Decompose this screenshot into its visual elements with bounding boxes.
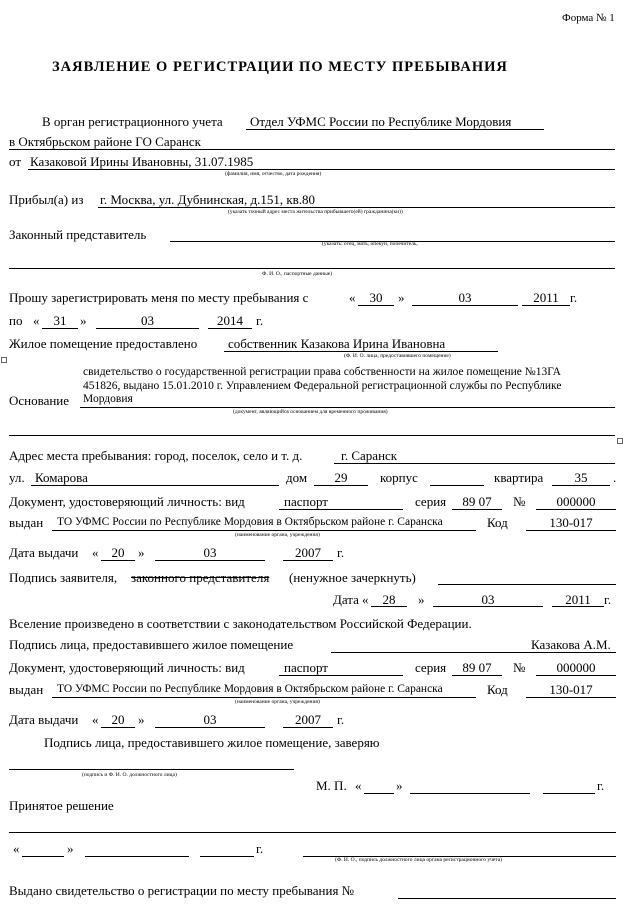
from-label: от (9, 154, 22, 169)
period-to-year-suffix: г. (256, 313, 264, 328)
id1-code[interactable]: 130-017 (549, 515, 593, 530)
id2-month[interactable]: 03 (203, 712, 217, 727)
address-city[interactable]: г. Саранск (341, 448, 398, 463)
underline (96, 328, 199, 329)
from-value[interactable]: Казаковой Ирины Ивановны, 31.07.1985 (30, 154, 254, 169)
underline (28, 169, 615, 170)
decision-year-suffix: г. (256, 841, 264, 856)
basis-extra-line[interactable] (9, 435, 615, 436)
basis-line2[interactable]: 451826, выдано 15.01.2010 г. Управлением Федеральной регистрационной службы по Республике (83, 380, 562, 392)
certify-quote-open: « (355, 778, 362, 793)
basis-label: Основание (9, 393, 70, 408)
street-value[interactable]: Комарова (35, 470, 88, 485)
period-to-label: по (9, 313, 23, 328)
underline (522, 305, 570, 306)
signature-year-suffix: г. (604, 592, 612, 607)
period-from-day[interactable]: 30 (369, 290, 383, 305)
representative-label: Законный представитель (9, 227, 147, 242)
id2-type[interactable]: паспорт (284, 660, 328, 675)
basis-line1[interactable]: свидетельство о государственной регистрации права собственности на жилое помещение №13ГА (83, 366, 561, 378)
period-from-year-suffix: г. (570, 290, 578, 305)
period-request-label: Прошу зарегистрировать меня по месту пребывания с (9, 290, 309, 305)
anchor-marker (617, 438, 623, 444)
anchor-marker (1, 357, 7, 363)
arrived-value[interactable]: г. Москва, ул. Дубнинская, д.151, кв.80 (100, 192, 316, 207)
representative-hint1: (указать: отец, мать, опекун, попечитель, (322, 241, 418, 247)
form-title: ЗАЯВЛЕНИЕ О РЕГИСТРАЦИИ ПО МЕСТУ ПРЕБЫВАНИЯ (52, 59, 508, 75)
decision-quote-close: » (67, 841, 74, 856)
signature-label-b: законного представителя (131, 570, 270, 585)
id2-number-label: № (513, 660, 526, 675)
official-signature-line[interactable] (9, 769, 294, 770)
street-label: ул. (9, 470, 25, 485)
signature-quote-open: « (362, 592, 369, 607)
arrived-hint: (указать точный адрес места жительства прибывшего(ей) гражданина(ки)) (228, 209, 403, 215)
representative-hint2: Ф. И. О., паспортные данные) (262, 271, 333, 277)
signature-year[interactable]: 2011 (565, 592, 591, 607)
id2-quote-close: » (138, 712, 145, 727)
id2-series-label: серия (415, 660, 447, 675)
certificate-label: Выдано свидетельство о регистрации по месту пребывания № (9, 883, 355, 898)
housing-label: Жилое помещение предоставлено (9, 336, 198, 351)
underline (279, 675, 403, 676)
id1-type[interactable]: паспорт (284, 494, 328, 509)
underline (101, 560, 135, 561)
underline (371, 606, 407, 607)
decision-line[interactable] (9, 832, 616, 833)
id2-hint: (наименование органа, учреждения) (235, 699, 320, 705)
underline (358, 305, 394, 306)
decision-quote-open: « (13, 841, 20, 856)
period-to-month[interactable]: 03 (141, 313, 154, 328)
signature-month[interactable]: 03 (481, 592, 495, 607)
id2-date-label: Дата выдачи (9, 712, 79, 727)
period-to-day[interactable]: 31 (53, 313, 67, 328)
underline (552, 606, 604, 607)
id1-hint: (наименование органа, учреждения) (235, 532, 320, 538)
organ-value-line2[interactable]: в Октябрьском районе ГО Саранск (9, 134, 201, 149)
address-label: Адрес места пребывания: город, поселок, село и т. д. (9, 448, 303, 463)
basis-hint: (документ, являющийся основанием для временного проживания) (233, 409, 388, 415)
id2-issued-by[interactable]: ТО УФМС России по Республике Мордовия в Октябрьском районе г. Саранска (57, 683, 443, 695)
period-to-quote-open: « (33, 313, 40, 328)
underline (208, 328, 252, 329)
settlement-text: Вселение произведено в соответствии с законодательством Российской Федерации. (9, 616, 472, 631)
housing-value[interactable]: собственник Казакова Ирина Ивановна (228, 336, 446, 351)
id2-code-label: Код (487, 682, 508, 697)
id2-series[interactable]: 89 07 (462, 660, 492, 675)
id2-number[interactable]: 000000 (556, 660, 596, 675)
id1-quote-close: » (138, 545, 145, 560)
underline (526, 530, 616, 531)
organ-value-line1[interactable]: Отдел УФМС России по Республике Мордовия (250, 114, 512, 129)
certify-year-suffix: г. (597, 778, 605, 793)
id1-series-label: серия (415, 494, 447, 509)
certify-month-field[interactable] (410, 793, 530, 794)
id2-label: Документ, удостоверяющий личность: вид (9, 660, 245, 675)
representative-field-2[interactable] (9, 268, 615, 269)
underline (98, 207, 615, 208)
underline (430, 485, 484, 486)
underline (80, 407, 615, 408)
period-from-year[interactable]: 2011 (533, 290, 559, 305)
id1-code-label: Код (487, 515, 508, 530)
block-label: корпус (380, 470, 418, 485)
applicant-signature-line[interactable] (438, 584, 616, 585)
mp-label: М. П. (316, 778, 347, 793)
housing-hint: (Ф. И. О. лица, предоставившего помещение) (344, 353, 451, 359)
decision-label: Принятое решение (9, 798, 114, 813)
basis-line3[interactable]: Мордовия (83, 393, 133, 405)
house-label: дом (286, 470, 308, 485)
underline (412, 305, 518, 306)
certify-year-field[interactable] (543, 793, 595, 794)
underline (52, 530, 476, 531)
underline (331, 652, 616, 653)
underline (334, 463, 615, 464)
period-to-quote-close: » (80, 313, 87, 328)
period-from-quote-open: « (349, 290, 356, 305)
id1-label: Документ, удостоверяющий личность: вид (9, 494, 245, 509)
underline (452, 509, 502, 510)
underline (279, 509, 403, 510)
apt-value[interactable]: 35 (574, 470, 588, 485)
underline (155, 560, 265, 561)
underline (283, 727, 333, 728)
id1-number-label: № (513, 494, 526, 509)
id1-series[interactable]: 89 07 (462, 494, 492, 509)
id1-issued-label: выдан (9, 515, 44, 530)
id1-quote-open: « (92, 545, 99, 560)
underline (536, 509, 616, 510)
id1-month[interactable]: 03 (203, 545, 217, 560)
period-to-year[interactable]: 2014 (217, 313, 243, 328)
underline (52, 697, 476, 698)
house-value[interactable]: 29 (334, 470, 348, 485)
signature-label-c: (ненужное зачеркнуть) (289, 570, 416, 585)
certify-text: Подпись лица, предоставившего жилое помещение, заверяю (44, 735, 380, 750)
underline (526, 697, 616, 698)
organ-label: В орган регистрационного учета (42, 114, 223, 129)
id2-year-suffix: г. (337, 712, 345, 727)
id1-year-suffix: г. (337, 545, 345, 560)
id1-day[interactable]: 20 (111, 545, 125, 560)
id2-year[interactable]: 2007 (295, 712, 321, 727)
arrived-label: Прибыл(а) из (9, 192, 84, 207)
signature-quote-close: » (418, 592, 425, 607)
from-hint: (фамилия, имя, отчество, дата рождения) (225, 171, 322, 177)
apt-label: квартира (494, 470, 544, 485)
certify-day-field[interactable] (364, 793, 394, 794)
address-end-dot: . (613, 470, 617, 485)
underline (433, 606, 543, 607)
form-number: Форма № 1 (562, 12, 615, 24)
underline (536, 675, 616, 676)
underline (31, 485, 279, 486)
underline (246, 129, 544, 130)
signature-day[interactable]: 28 (382, 592, 396, 607)
id1-issued-by[interactable]: ТО УФМС России по Республике Мордовия в Октябрьском районе г. Саранска (57, 516, 443, 528)
id1-year[interactable]: 2007 (295, 545, 321, 560)
decision-month-field[interactable] (85, 856, 189, 857)
signature-label-a: Подпись заявителя, (9, 570, 118, 585)
provider-label: Подпись лица, предоставившего жилое помещение (9, 637, 294, 652)
underline (283, 560, 333, 561)
underline (452, 675, 502, 676)
underline (552, 485, 610, 486)
certify-quote-close: » (396, 778, 403, 793)
id2-code[interactable]: 130-017 (549, 682, 593, 697)
period-from-month[interactable]: 03 (458, 290, 472, 305)
underline (224, 351, 498, 352)
decision-day-field[interactable] (22, 856, 64, 857)
certificate-number-field[interactable] (398, 898, 616, 899)
decision-year-field[interactable] (200, 856, 254, 857)
underline (101, 727, 135, 728)
underline (155, 727, 265, 728)
period-from-quote-close: » (398, 290, 405, 305)
id2-day[interactable]: 20 (111, 712, 125, 727)
signature-date-label: Дата (333, 592, 359, 607)
underline (42, 328, 78, 329)
id1-date-label: Дата выдачи (9, 545, 79, 560)
id1-number[interactable]: 000000 (556, 494, 596, 509)
certify-hint: (подпись и Ф. И. О. должностного лица) (82, 772, 177, 778)
decision-hint: (Ф. И. О., подпись должностного лица органа регистрационного учета) (335, 857, 503, 863)
id2-issued-label: выдан (9, 682, 44, 697)
provider-name[interactable]: Казакова А.М. (531, 637, 611, 652)
underline (9, 149, 615, 150)
id2-quote-open: « (92, 712, 99, 727)
underline (314, 485, 368, 486)
